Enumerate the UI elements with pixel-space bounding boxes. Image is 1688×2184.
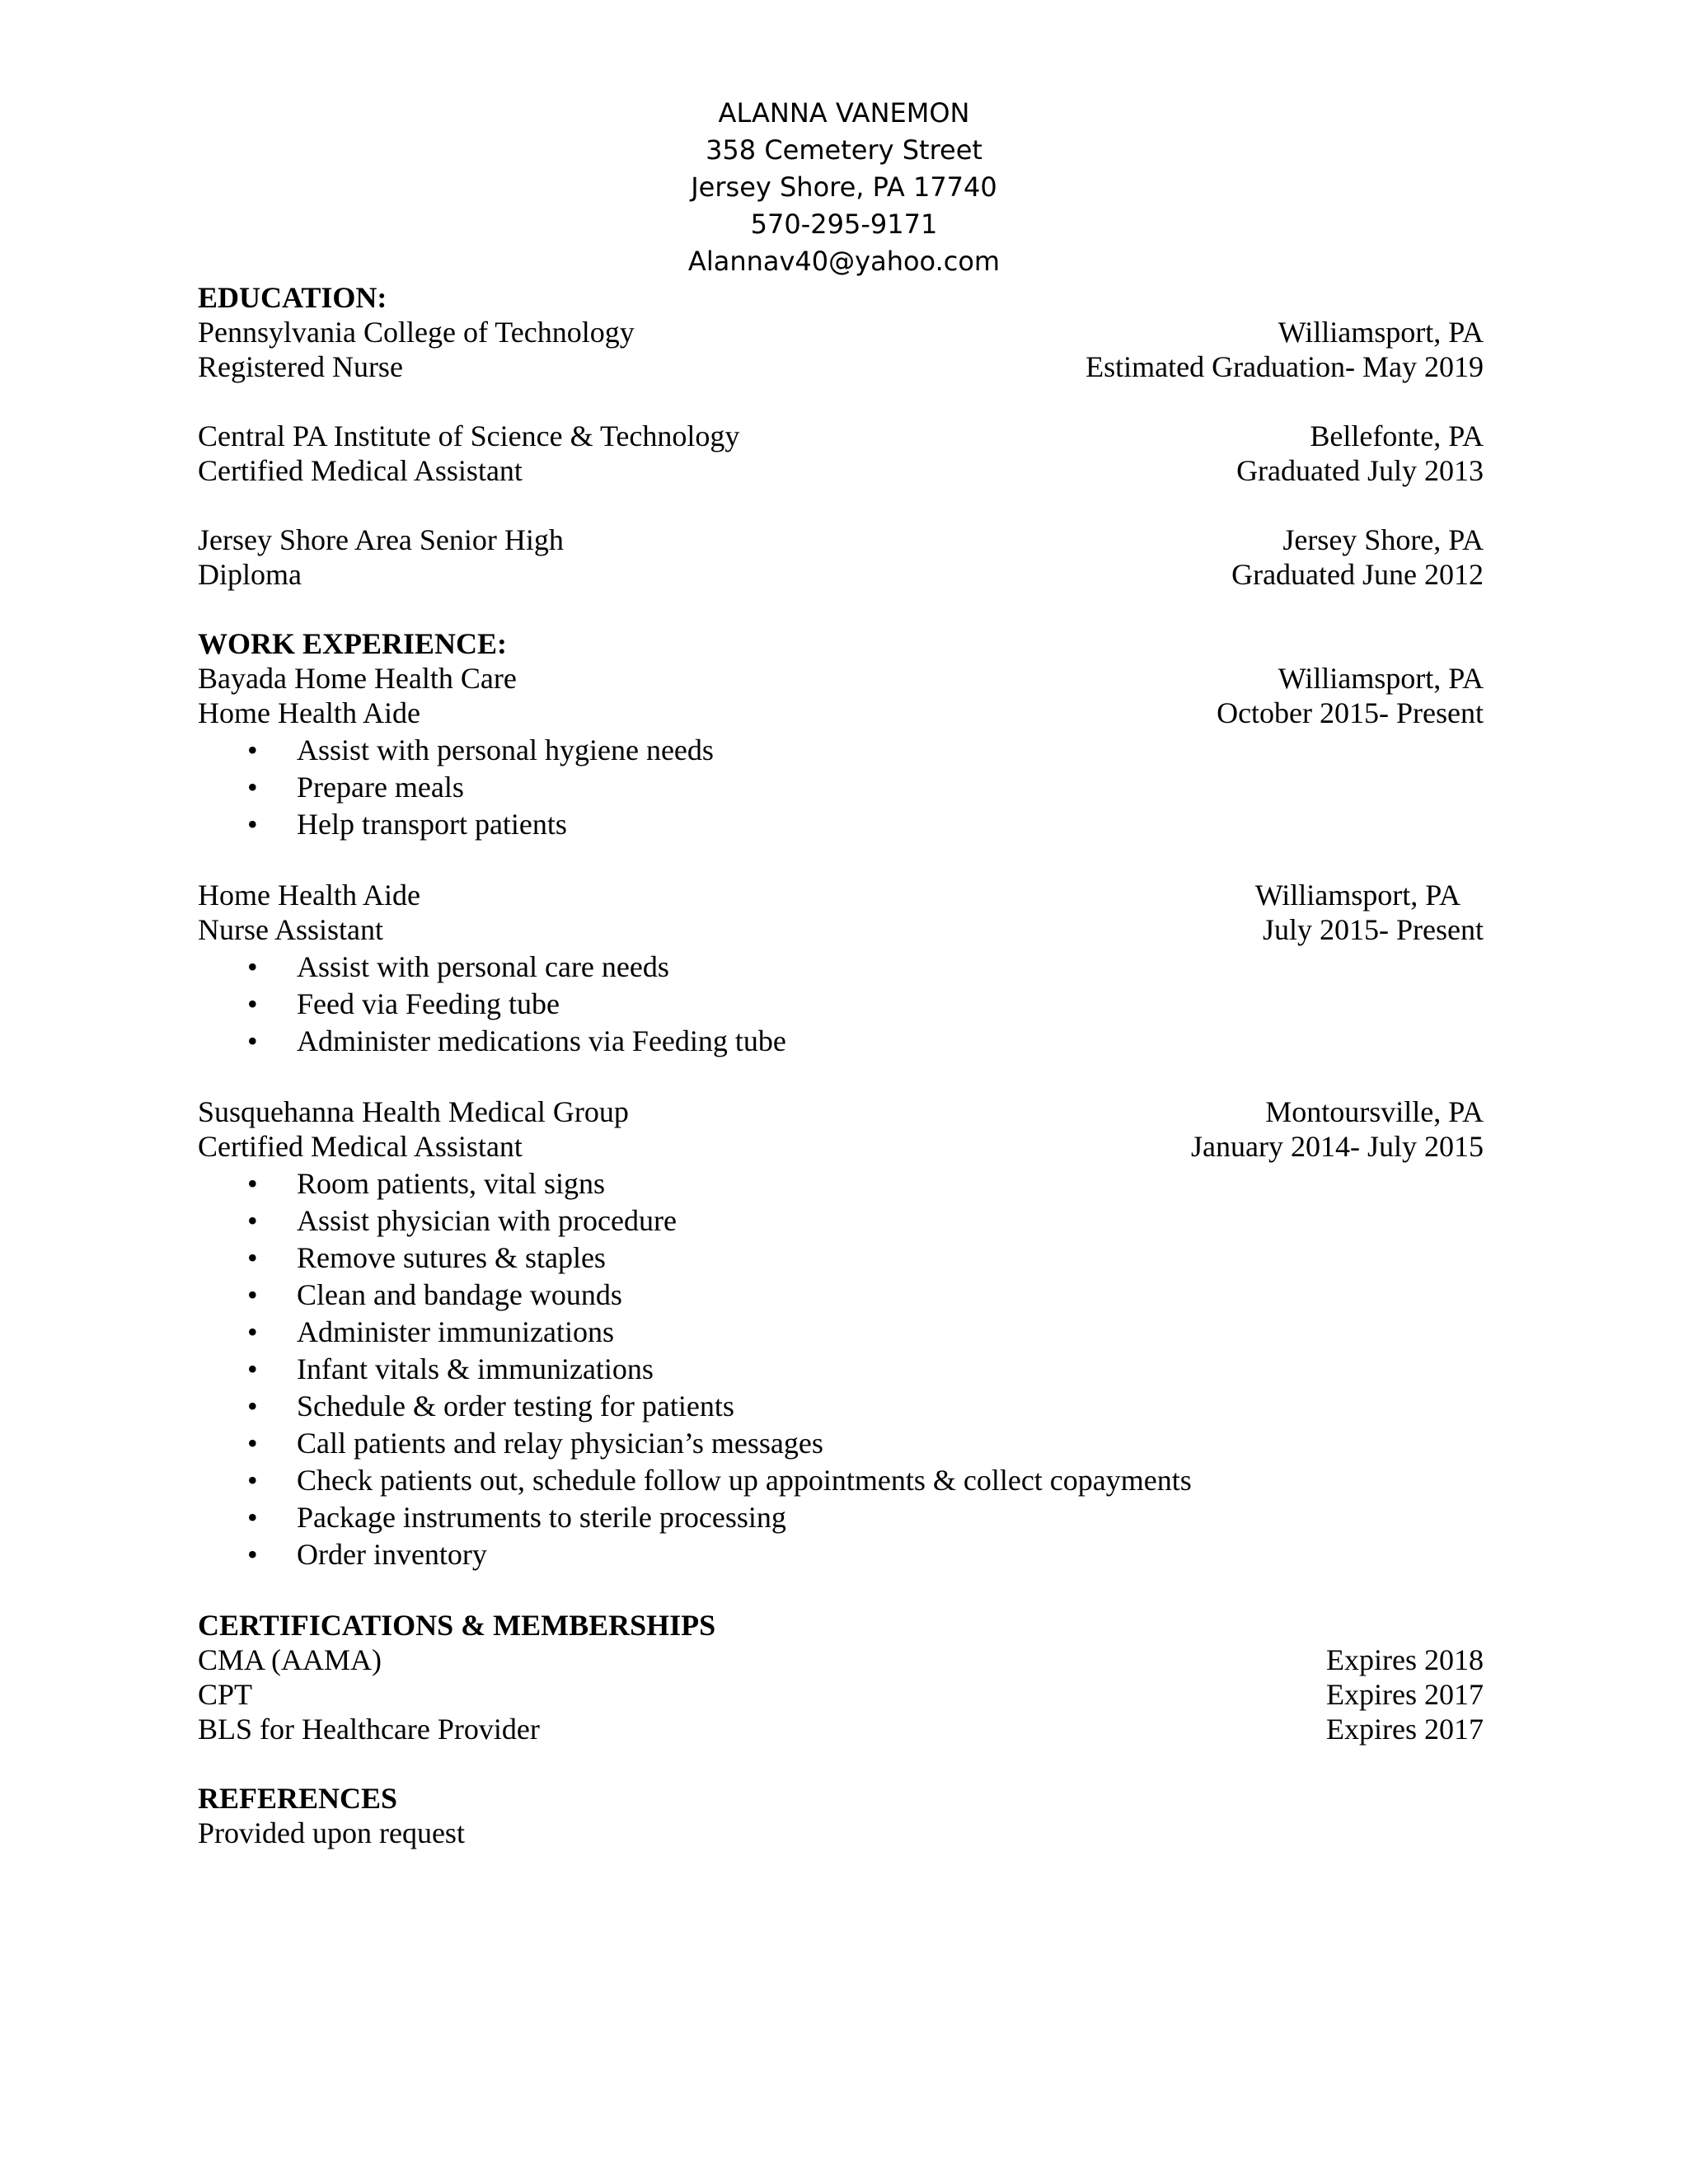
certification-expiry: Expires 2018 bbox=[1326, 1643, 1484, 1676]
duty-item: • Clean and bandage wounds bbox=[198, 1277, 1484, 1314]
work-experience-heading: WORK EXPERIENCE: bbox=[198, 627, 508, 660]
duty-item: • Feed via Feeding tube bbox=[198, 986, 1484, 1023]
duty-item: • Assist with personal care needs bbox=[198, 949, 1484, 986]
job-title: Nurse Assistant bbox=[198, 913, 383, 946]
job-location: Montoursville, PA bbox=[1265, 1095, 1484, 1128]
phone-number: 570-295-9171 bbox=[750, 209, 938, 240]
school-name: Pennsylvania College of Technology bbox=[198, 316, 635, 349]
employer-name: Home Health Aide bbox=[198, 879, 420, 912]
employer-name: Susquehanna Health Medical Group bbox=[198, 1095, 629, 1128]
duty-item: • Check patients out, schedule follow up appointments & collect copayments bbox=[198, 1462, 1484, 1499]
certification-row bbox=[198, 1677, 1484, 1712]
job-location: Williamsport, PA bbox=[1278, 662, 1484, 695]
duty-item: • Schedule & order testing for patients bbox=[198, 1388, 1484, 1425]
certification-name: BLS for Healthcare Provider bbox=[198, 1713, 540, 1746]
contact-header bbox=[0, 95, 1688, 280]
duty-item: • Assist physician with procedure bbox=[198, 1202, 1484, 1240]
school-name: Central PA Institute of Science & Technology bbox=[198, 419, 740, 452]
school-location: Williamsport, PA bbox=[1278, 316, 1484, 349]
duty-item: • Help transport patients bbox=[198, 806, 1484, 843]
job-title: Certified Medical Assistant bbox=[198, 1130, 523, 1163]
duty-item: • Package instruments to sterile processing bbox=[198, 1499, 1484, 1536]
duty-item: • Order inventory bbox=[198, 1536, 1484, 1573]
duty-list bbox=[198, 1165, 1484, 1573]
job-dates: January 2014- July 2015 bbox=[1191, 1130, 1484, 1163]
graduation-date: Graduated June 2012 bbox=[1231, 558, 1484, 591]
duty-list bbox=[198, 732, 1484, 843]
email-address: Alannav40@yahoo.com bbox=[687, 246, 1001, 277]
job-entry bbox=[198, 878, 1484, 1060]
credential: Certified Medical Assistant bbox=[198, 454, 523, 487]
graduation-date: Estimated Graduation- May 2019 bbox=[1085, 350, 1484, 383]
street-address: 358 Cemetery Street bbox=[706, 134, 982, 166]
certification-expiry: Expires 2017 bbox=[1326, 1678, 1484, 1711]
school-location: Jersey Shore, PA bbox=[1282, 523, 1484, 556]
references-heading: REFERENCES bbox=[198, 1782, 398, 1815]
certification-row bbox=[198, 1712, 1484, 1746]
certification-name: CPT bbox=[198, 1678, 253, 1711]
references-text: Provided upon request bbox=[198, 1816, 465, 1849]
duty-item: • Room patients, vital signs bbox=[198, 1165, 1484, 1202]
duty-item: • Prepare meals bbox=[198, 769, 1484, 806]
credential: Diploma bbox=[198, 558, 302, 591]
job-title: Home Health Aide bbox=[198, 696, 420, 729]
school-name: Jersey Shore Area Senior High bbox=[198, 523, 564, 556]
education-entry bbox=[198, 419, 1484, 488]
job-entry bbox=[198, 1094, 1484, 1573]
candidate-name: ALANNA VANEMON bbox=[718, 97, 970, 129]
job-entry bbox=[198, 661, 1484, 843]
duty-item: • Administer medications via Feeding tube bbox=[198, 1023, 1484, 1060]
education-entry bbox=[198, 315, 1484, 384]
school-location: Bellefonte, PA bbox=[1310, 419, 1484, 452]
credential: Registered Nurse bbox=[198, 350, 403, 383]
job-location: Williamsport, PA bbox=[1254, 879, 1461, 912]
employer-name: Bayada Home Health Care bbox=[198, 662, 517, 695]
education-entry bbox=[198, 523, 1484, 592]
duty-item: • Administer immunizations bbox=[198, 1314, 1484, 1351]
duty-item: • Remove sutures & staples bbox=[198, 1240, 1484, 1277]
certification-expiry: Expires 2017 bbox=[1326, 1713, 1484, 1746]
job-dates: October 2015- Present bbox=[1217, 696, 1484, 729]
education-heading: EDUCATION: bbox=[198, 281, 387, 314]
graduation-date: Graduated July 2013 bbox=[1236, 454, 1484, 487]
duty-item: • Call patients and relay physician’s messages bbox=[198, 1425, 1484, 1462]
resume-body bbox=[198, 280, 1484, 1850]
duty-list bbox=[198, 949, 1484, 1060]
job-dates: July 2015- Present bbox=[1263, 913, 1484, 946]
duty-item: • Assist with personal hygiene needs bbox=[198, 732, 1484, 769]
certification-row bbox=[198, 1643, 1484, 1677]
certifications-heading: CERTIFICATIONS & MEMBERSHIPS bbox=[198, 1609, 716, 1642]
city-state-zip: Jersey Shore, PA 17740 bbox=[691, 171, 997, 203]
certification-name: CMA (AAMA) bbox=[198, 1643, 382, 1676]
duty-item: • Infant vitals & immunizations bbox=[198, 1351, 1484, 1388]
